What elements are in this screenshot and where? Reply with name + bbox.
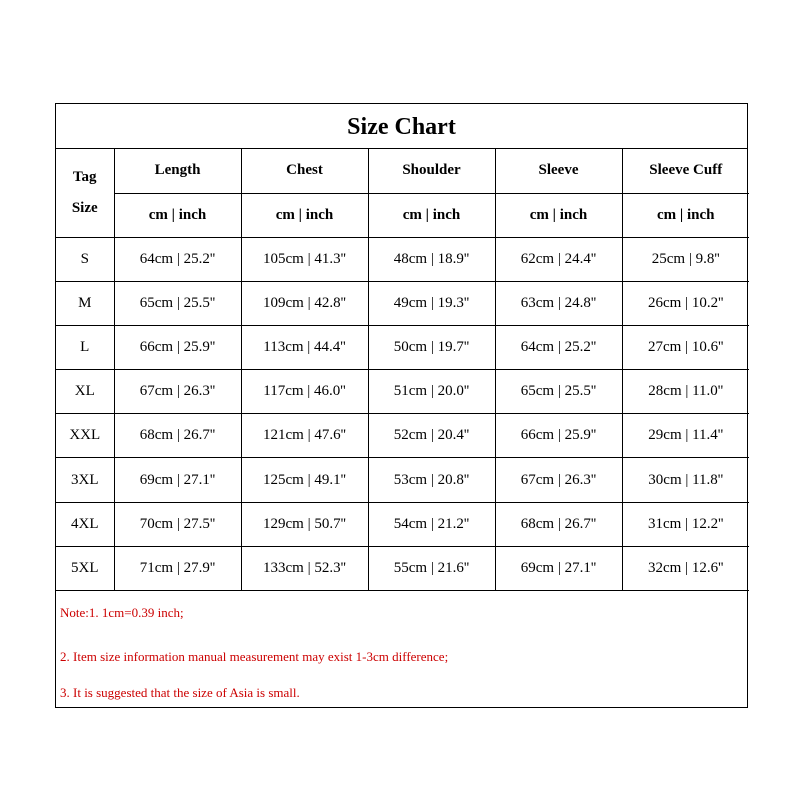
table-cell: 48cm | 18.9'' (368, 237, 495, 281)
table-row (56, 546, 749, 590)
units-header: cm | inch (114, 193, 241, 237)
table-cell: 25cm | 9.8'' (622, 237, 749, 281)
size-cell: XXL (56, 414, 114, 458)
size-cell: 3XL (56, 458, 114, 502)
table-cell: 69cm | 27.1'' (495, 546, 622, 590)
table-cell: 71cm | 27.9'' (114, 546, 241, 590)
table-cell: 26cm | 10.2'' (622, 281, 749, 325)
table-cell: 68cm | 26.7'' (495, 502, 622, 546)
table-row (56, 502, 749, 546)
table-row (56, 458, 749, 502)
note-line: 3. It is suggested that the size of Asia is small. (60, 685, 300, 700)
table-cell: 64cm | 25.2'' (495, 325, 622, 369)
table-cell: 125cm | 49.1'' (241, 458, 368, 502)
units-header: cm | inch (368, 193, 495, 237)
table-cell: 66cm | 25.9'' (114, 325, 241, 369)
table-cell: 121cm | 47.6'' (241, 414, 368, 458)
note-line: 2. Item size information manual measurement may exist 1-3cm difference; (60, 649, 449, 664)
table-cell: 55cm | 21.6'' (368, 546, 495, 590)
size-label: Size (71, 199, 98, 216)
size-cell: L (56, 325, 114, 369)
size-cell: 5XL (56, 546, 114, 590)
table-cell: 67cm | 26.3'' (114, 370, 241, 414)
table-cell: 109cm | 42.8'' (241, 281, 368, 325)
table-cell: 133cm | 52.3'' (241, 546, 368, 590)
table-cell: 68cm | 26.7'' (114, 414, 241, 458)
notes-section (56, 591, 747, 711)
table-cell: 50cm | 19.7'' (368, 325, 495, 369)
table-cell: 65cm | 25.5'' (114, 281, 241, 325)
header-row (56, 149, 749, 193)
table-cell: 105cm | 41.3'' (241, 237, 368, 281)
size-cell: XL (56, 370, 114, 414)
table-cell: 67cm | 26.3'' (495, 458, 622, 502)
table-cell: 32cm | 12.6'' (622, 546, 749, 590)
table-cell: 29cm | 11.4'' (622, 414, 749, 458)
column-header: Length (114, 149, 241, 193)
table-cell: 49cm | 19.3'' (368, 281, 495, 325)
units-header: cm | inch (622, 193, 749, 237)
table-cell: 28cm | 11.0'' (622, 370, 749, 414)
table-cell: 54cm | 21.2'' (368, 502, 495, 546)
table-cell: 62cm | 24.4'' (495, 237, 622, 281)
note-line: Note:1. 1cm=0.39 inch; (60, 605, 184, 620)
size-chart-sheet (55, 103, 748, 708)
table-row (56, 237, 749, 281)
tag-label: Tag (72, 168, 97, 185)
table-row (56, 370, 749, 414)
table-cell: 27cm | 10.6'' (622, 325, 749, 369)
table-cell: 117cm | 46.0'' (241, 370, 368, 414)
table-cell: 51cm | 20.0'' (368, 370, 495, 414)
table-cell: 65cm | 25.5'' (495, 370, 622, 414)
table-row (56, 325, 749, 369)
table-cell: 69cm | 27.1'' (114, 458, 241, 502)
size-cell: 4XL (56, 502, 114, 546)
units-header: cm | inch (241, 193, 368, 237)
size-cell: S (56, 237, 114, 281)
table-cell: 113cm | 44.4'' (241, 325, 368, 369)
table-cell: 70cm | 27.5'' (114, 502, 241, 546)
column-header: Sleeve (495, 149, 622, 193)
chart-title: Size Chart (56, 104, 747, 149)
units-header: cm | inch (495, 193, 622, 237)
table-cell: 63cm | 24.8'' (495, 281, 622, 325)
table-cell: 64cm | 25.2'' (114, 237, 241, 281)
table-row (56, 414, 749, 458)
table-cell: 129cm | 50.7'' (241, 502, 368, 546)
column-header: Sleeve Cuff (622, 149, 749, 193)
size-table (56, 149, 749, 591)
column-header: Chest (241, 149, 368, 193)
table-cell: 66cm | 25.9'' (495, 414, 622, 458)
table-cell: 31cm | 12.2'' (622, 502, 749, 546)
tag-size-header (56, 149, 114, 237)
column-header: Shoulder (368, 149, 495, 193)
table-cell: 53cm | 20.8'' (368, 458, 495, 502)
table-row (56, 281, 749, 325)
table-cell: 52cm | 20.4'' (368, 414, 495, 458)
size-cell: M (56, 281, 114, 325)
table-cell: 30cm | 11.8'' (622, 458, 749, 502)
units-row (56, 193, 749, 237)
